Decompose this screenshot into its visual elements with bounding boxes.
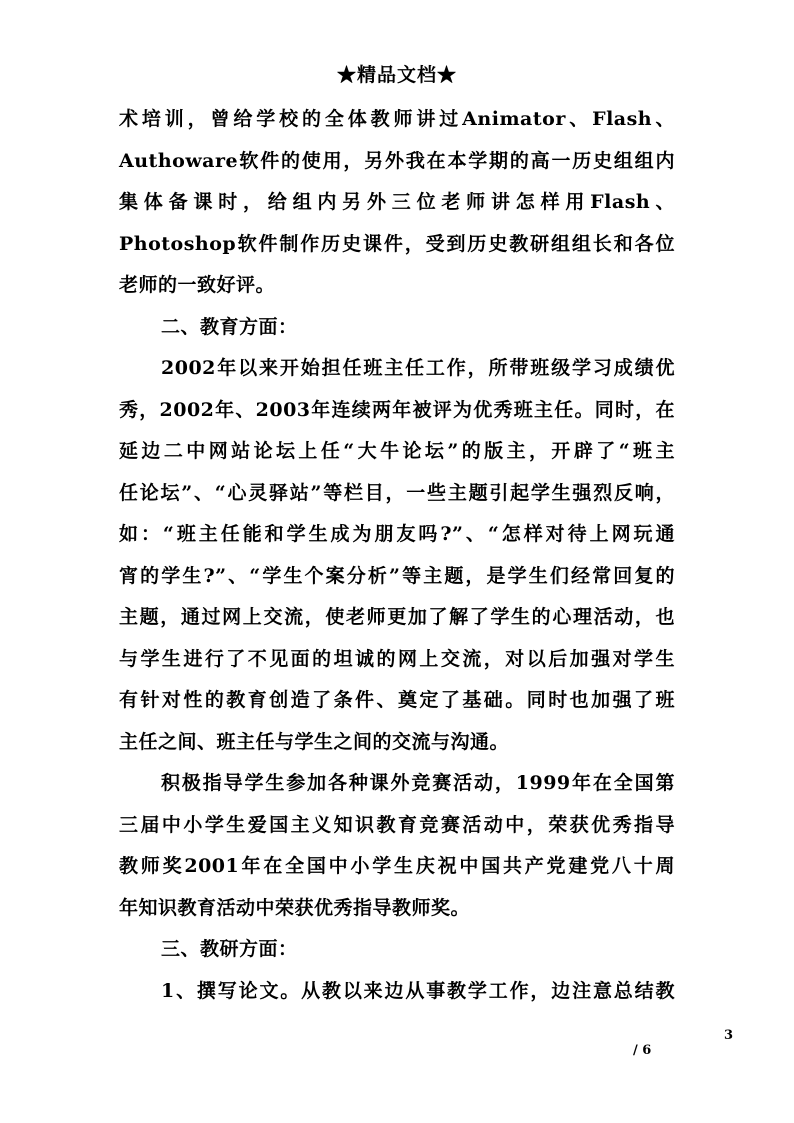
section-heading: 三、教研方面： [161, 938, 298, 960]
text-line: 延边二中网站论坛上任“大牛论坛”的版主，开辟了“班主 [119, 440, 675, 462]
text-line: 集体备课时，给组内另外三位老师讲怎样用Flash、 [119, 191, 675, 213]
text-line: 教师奖2001年在全国中小学生庆祝中国共产党建党八十周 [119, 855, 675, 877]
page-total: / 6 [633, 1043, 652, 1058]
text-line: Authoware软件的使用，另外我在本学期的高一历史组组内 [119, 149, 675, 172]
page-number: 3 [724, 1028, 734, 1043]
text-line: 老师的一致好评。 [119, 274, 276, 296]
text-line: 主任之间、班主任与学生之间的交流与沟通。 [119, 730, 510, 753]
text-line: 2002年以来开始担任班主任工作，所带班级学习成绩优 [161, 357, 675, 379]
text-line: 三届中小学生爱国主义知识教育竞赛活动中，荣获优秀指导 [119, 813, 675, 836]
text-line: 有针对性的教育创造了条件、奠定了基础。同时也加强了班 [119, 689, 675, 711]
section-heading: 二、教育方面： [161, 315, 298, 338]
text-line: 与学生进行了不见面的坦诚的网上交流，对以后加强对学生 [119, 647, 675, 670]
text-line: 术培训，曾给学校的全体教师讲过Animator、Flash、 [119, 108, 675, 130]
document-header-title: ★精品文档★ [336, 64, 457, 86]
text-line: 1、撰写论文。从教以来边从事教学工作，边注意总结教 [161, 979, 675, 1002]
text-line: 任论坛”、“心灵驿站”等栏目，一些主题引起学生强烈反响， [119, 481, 675, 504]
text-line: 年知识教育活动中荣获优秀指导教师奖。 [119, 896, 471, 919]
text-line: Photoshop软件制作历史课件，受到历史教研组组长和各位 [119, 232, 675, 255]
text-line: 如：“班主任能和学生成为朋友吗?”、“怎样对待上网玩通 [119, 523, 675, 545]
text-line: 秀，2002年、2003年连续两年被评为优秀班主任。同时，在 [119, 398, 675, 421]
text-line: 宵的学生?”、“学生个案分析”等主题，是学生们经常回复的 [119, 564, 675, 587]
text-line: 主题，通过网上交流，使老师更加了解了学生的心理活动，也 [119, 606, 675, 628]
text-line: 积极指导学生参加各种课外竞赛活动，1999年在全国第 [161, 772, 675, 794]
document-body [119, 99, 675, 1012]
